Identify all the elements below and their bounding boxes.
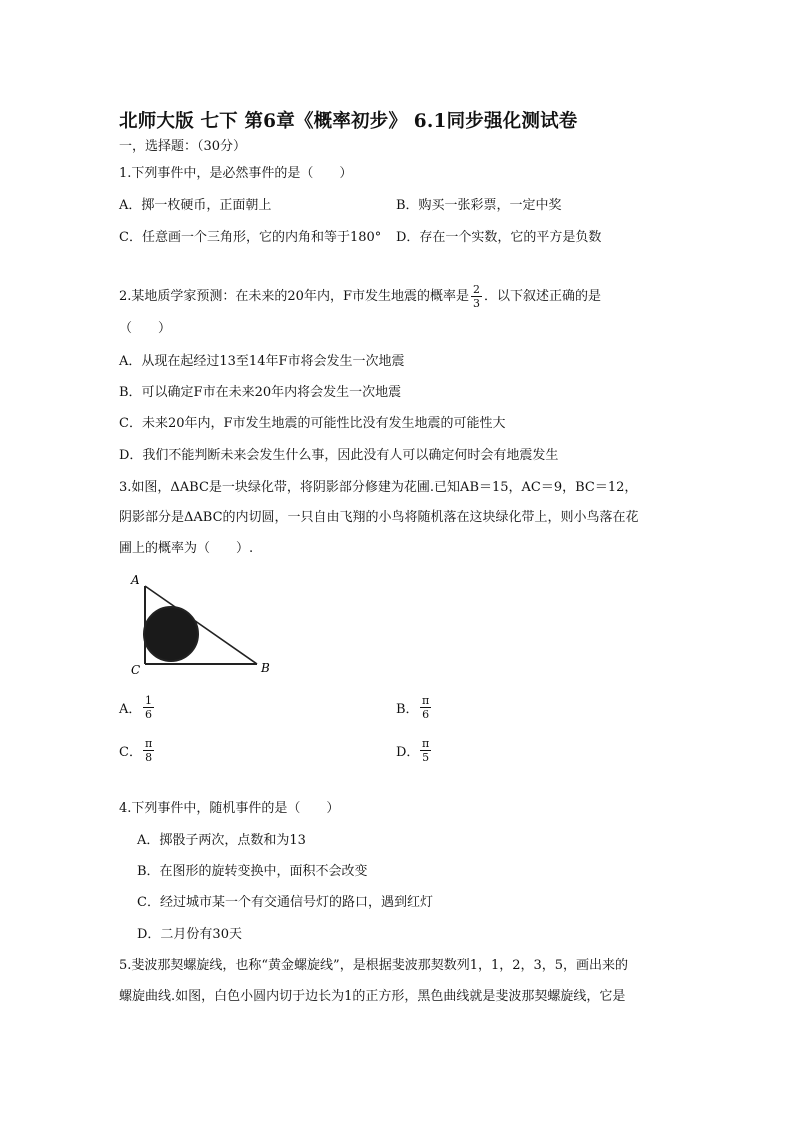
q2-frac-den: 3 bbox=[472, 297, 480, 310]
q1-option-c: C．任意画一个三角形，它的内角和等于180° bbox=[119, 230, 382, 245]
q2-option-a: A．从现在起经过13至14年F市将会发生一次地震 bbox=[119, 354, 405, 369]
q3-option-c-label: C． bbox=[119, 745, 142, 760]
q2-stem-post: ．以下叙述正确的是 bbox=[483, 289, 601, 304]
q3-option-d bbox=[396, 737, 433, 764]
page-title: 北师大版 七下 第6章《概率初步》 6.1同步强化测试卷 bbox=[119, 111, 578, 132]
q3-option-a-label: A． bbox=[119, 702, 142, 717]
q3-triangle-figure bbox=[125, 572, 275, 682]
q3-option-c-num: π bbox=[145, 737, 153, 750]
q3-option-c-fraction bbox=[143, 737, 154, 764]
q3-option-a-num: 1 bbox=[145, 694, 152, 707]
q2-frac-num: 2 bbox=[472, 283, 480, 296]
section-heading: 一，选择题：（30分） bbox=[119, 139, 247, 154]
vertex-c-label: C bbox=[131, 663, 141, 677]
incircle-shaded bbox=[144, 607, 198, 661]
q3-option-b-fraction bbox=[420, 694, 431, 721]
q2-option-c: C．未来20年内，F市发生地震的可能性比没有发生地震的可能性大 bbox=[119, 416, 506, 431]
q3-option-b-den: 6 bbox=[420, 707, 431, 721]
q3-line-3: 圃上的概率为（ ）. bbox=[119, 541, 254, 556]
q3-option-d-fraction bbox=[420, 737, 431, 764]
q4-option-b: B．在图形的旋转变换中，面积不会改变 bbox=[137, 864, 368, 879]
q4-option-a: A．掷骰子两次，点数和为13 bbox=[137, 833, 306, 848]
q2-fraction bbox=[471, 283, 482, 310]
q1-option-a: A．掷一枚硬币，正面朝上 bbox=[119, 198, 272, 213]
q2-option-d: D．我们不能判断未来会发生什么事，因此没有人可以确定何时会有地震发生 bbox=[119, 448, 559, 463]
q3-option-d-label: D． bbox=[396, 745, 420, 760]
q3-option-a bbox=[119, 694, 156, 721]
q2-option-b: B．可以确定F市在未来20年内将会发生一次地震 bbox=[119, 385, 402, 400]
q3-option-b bbox=[396, 694, 433, 721]
q4-option-d: D．二月份有30天 bbox=[137, 927, 242, 942]
q5-line-1: 5.斐波那契螺旋线，也称“黄金螺旋线”，是根据斐波那契数列1，1，2，3，5，画出来的 bbox=[119, 958, 629, 973]
q3-option-a-den: 6 bbox=[145, 708, 152, 721]
q3-option-d-num: π bbox=[422, 737, 430, 750]
q3-option-d-den: 5 bbox=[420, 750, 431, 764]
q1-option-b: B．购买一张彩票，一定中奖 bbox=[396, 198, 562, 213]
q5-line-2: 螺旋曲线.如图，白色小圆内切于边长为1的正方形，黑色曲线就是斐波那契螺旋线，它是 bbox=[119, 989, 626, 1004]
q3-line-2: 阴影部分是ΔABC的内切圆，一只自由飞翔的小鸟将随机落在这块绿化带上，则小鸟落在花 bbox=[119, 510, 639, 525]
vertex-b-label: B bbox=[261, 661, 270, 675]
q2-stem bbox=[119, 283, 601, 310]
q2-bracket: （ ） bbox=[119, 321, 172, 336]
q3-option-c-den: 8 bbox=[143, 750, 154, 764]
q2-stem-pre: 2.某地质学家预测：在未来的20年内，F市发生地震的概率是 bbox=[119, 289, 469, 304]
q3-option-c bbox=[119, 737, 156, 764]
q1-stem: 1.下列事件中，是必然事件的是（ ） bbox=[119, 166, 353, 181]
q4-option-c: C．经过城市某一个有交通信号灯的路口，遇到红灯 bbox=[137, 895, 433, 910]
q3-option-b-num: π bbox=[422, 694, 430, 707]
q3-option-a-fraction bbox=[143, 694, 154, 721]
q4-stem: 4.下列事件中，随机事件的是（ ） bbox=[119, 801, 340, 816]
q3-option-b-label: B． bbox=[396, 702, 419, 717]
q1-option-d: D．存在一个实数，它的平方是负数 bbox=[396, 230, 602, 245]
vertex-a-label: A bbox=[131, 573, 140, 587]
q3-line-1: 3.如图，ΔABC是一块绿化带，将阴影部分修建为花圃.已知AB＝15，AC＝9，BC＝12， bbox=[119, 480, 638, 495]
